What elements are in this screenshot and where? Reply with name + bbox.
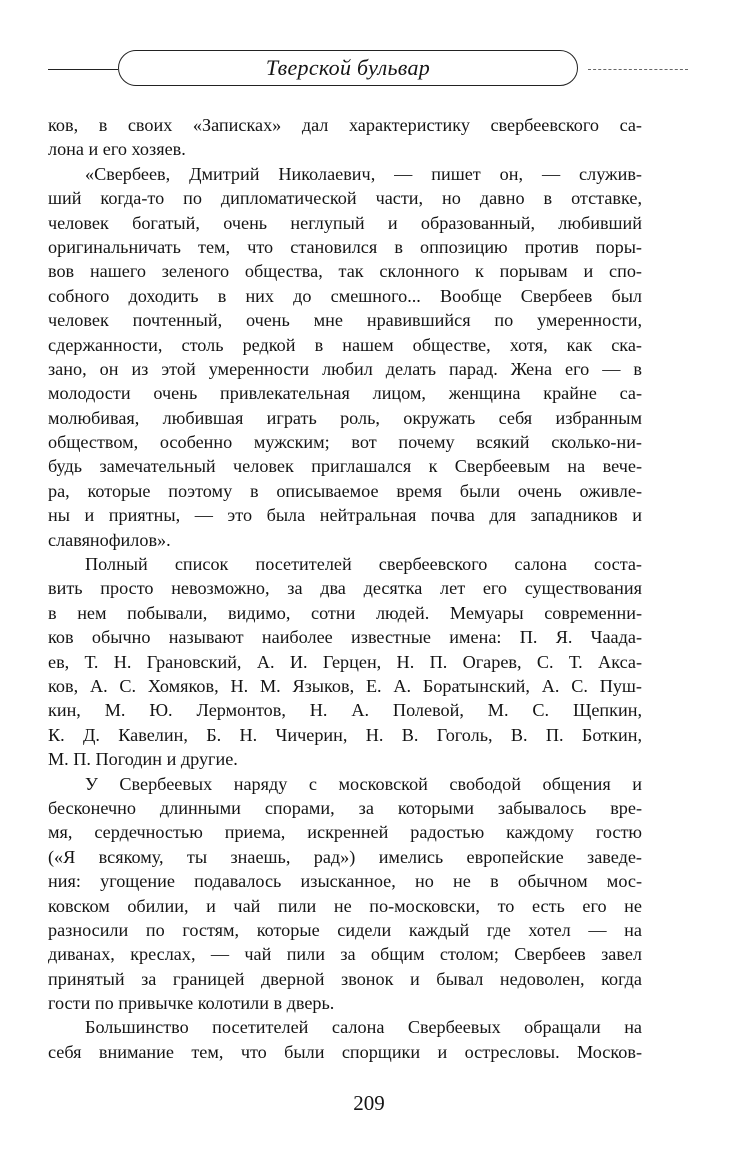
text-line: «Свербеев, Дмитрий Николаевич, — пишет он, — служив-: [85, 163, 642, 184]
text-line: молодости очень привлекательная лицом, женщина крайне са-: [48, 383, 642, 404]
text-line: Полный список посетителей свербеевского салона соста-: [85, 554, 642, 575]
text-line: ков, в своих «Записках» дал характеристику свербеевского са-: [48, 115, 642, 135]
text-line: ра, которые поэтому в описываемое время были очень оживле-: [48, 480, 642, 501]
text-line: ков, А. С. Хомяков, Н. М. Языков, Е. А. Боратынский, А. С. Пуш-: [48, 675, 642, 696]
text-line: («Я всякому, ты знаешь, рад») имелись европейские заведе-: [48, 846, 642, 867]
text-line: кин, М. Ю. Лермонтов, Н. А. Полевой, М. С. Щепкин,: [48, 700, 642, 721]
running-header: [48, 48, 688, 92]
body-text: [48, 113, 642, 1064]
text-line: оригинальничать тем, что становился в оппозицию против поры-: [48, 236, 642, 257]
text-line: ков обычно называют наиболее известные имена: П. Я. Чаада-: [48, 627, 642, 648]
text-line: зано, он из этой умеренности любил делать парад. Жена его — в: [48, 358, 642, 379]
text-line: человек богатый, очень неглупый и образованный, любивший: [48, 212, 642, 233]
text-line: принятый за границей дверной звонок и бывал недоволен, когда: [48, 968, 642, 989]
text-line: вов нашего зеленого общества, так склонного к порывам и спо-: [48, 261, 642, 282]
text-line: гости по привычке колотили в дверь.: [48, 993, 335, 1014]
text-line: разносили по гостям, которые сидели каждый где хотел — на: [48, 919, 642, 940]
text-line: молюбивая, любившая играть роль, окружать себя избранным: [48, 407, 642, 428]
text-line: диванах, креслах, — чай пили за общим столом; Свербеев завел: [48, 944, 642, 965]
header-rule-left: [48, 69, 118, 70]
text-line: М. П. Погодин и другие.: [48, 749, 238, 770]
text-line: вить просто невозможно, за два десятка лет его существования: [48, 578, 642, 599]
text-line: ковском обилии, и чай пили не по-московски, то есть его не: [48, 895, 642, 916]
text-line: обществом, особенно мужским; вот почему всякий сколько-ни-: [48, 432, 642, 453]
text-line: У Свербеевых наряду с московской свободой общения и: [85, 773, 642, 794]
text-line: человек почтенный, очень мне нравившийся по умеренности,: [48, 310, 642, 331]
text-line: бесконечно длинными спорами, за которыми забывалось вре-: [48, 797, 642, 818]
header-rule-right: [588, 69, 688, 70]
text-line: ший когда-то по дипломатической части, но давно в отставке,: [48, 188, 642, 209]
running-header-title: Тверской бульвар: [265, 55, 431, 80]
text-line: ев, Т. Н. Грановский, А. И. Герцен, Н. П. Огарев, С. Т. Акса-: [48, 651, 642, 672]
text-line: ны и приятны, — это была нейтральная почва для западников и: [48, 505, 642, 526]
page-number: 209: [353, 1091, 385, 1115]
text-line: себя внимание тем, что были спорщики и остресловы. Москов-: [48, 1041, 642, 1062]
text-line: будь замечательный человек приглашался к Свербеевым на вече-: [48, 456, 642, 477]
text-line: мя, сердечностью приема, искренней радостью каждому гостю: [48, 822, 642, 843]
text-line: ния: угощение подавалось изысканное, но не в обычном мос-: [48, 871, 642, 892]
text-line: собного доходить в них до смешного... Вообще Свербеев был: [48, 285, 642, 306]
header-title-frame: [118, 50, 578, 86]
text-line: сдержанности, столь редкой в нашем обществе, хотя, как ска-: [48, 334, 642, 355]
text-line: славянофилов».: [48, 529, 171, 550]
text-line: К. Д. Кавелин, Б. Н. Чичерин, Н. В. Гоголь, В. П. Боткин,: [48, 724, 642, 745]
text-line: Большинство посетителей салона Свербеевых обращали на: [85, 1017, 642, 1038]
text-line: лона и его хозяев.: [48, 139, 186, 160]
text-line: в нем побывали, видимо, сотни людей. Мемуары современни-: [48, 602, 642, 623]
